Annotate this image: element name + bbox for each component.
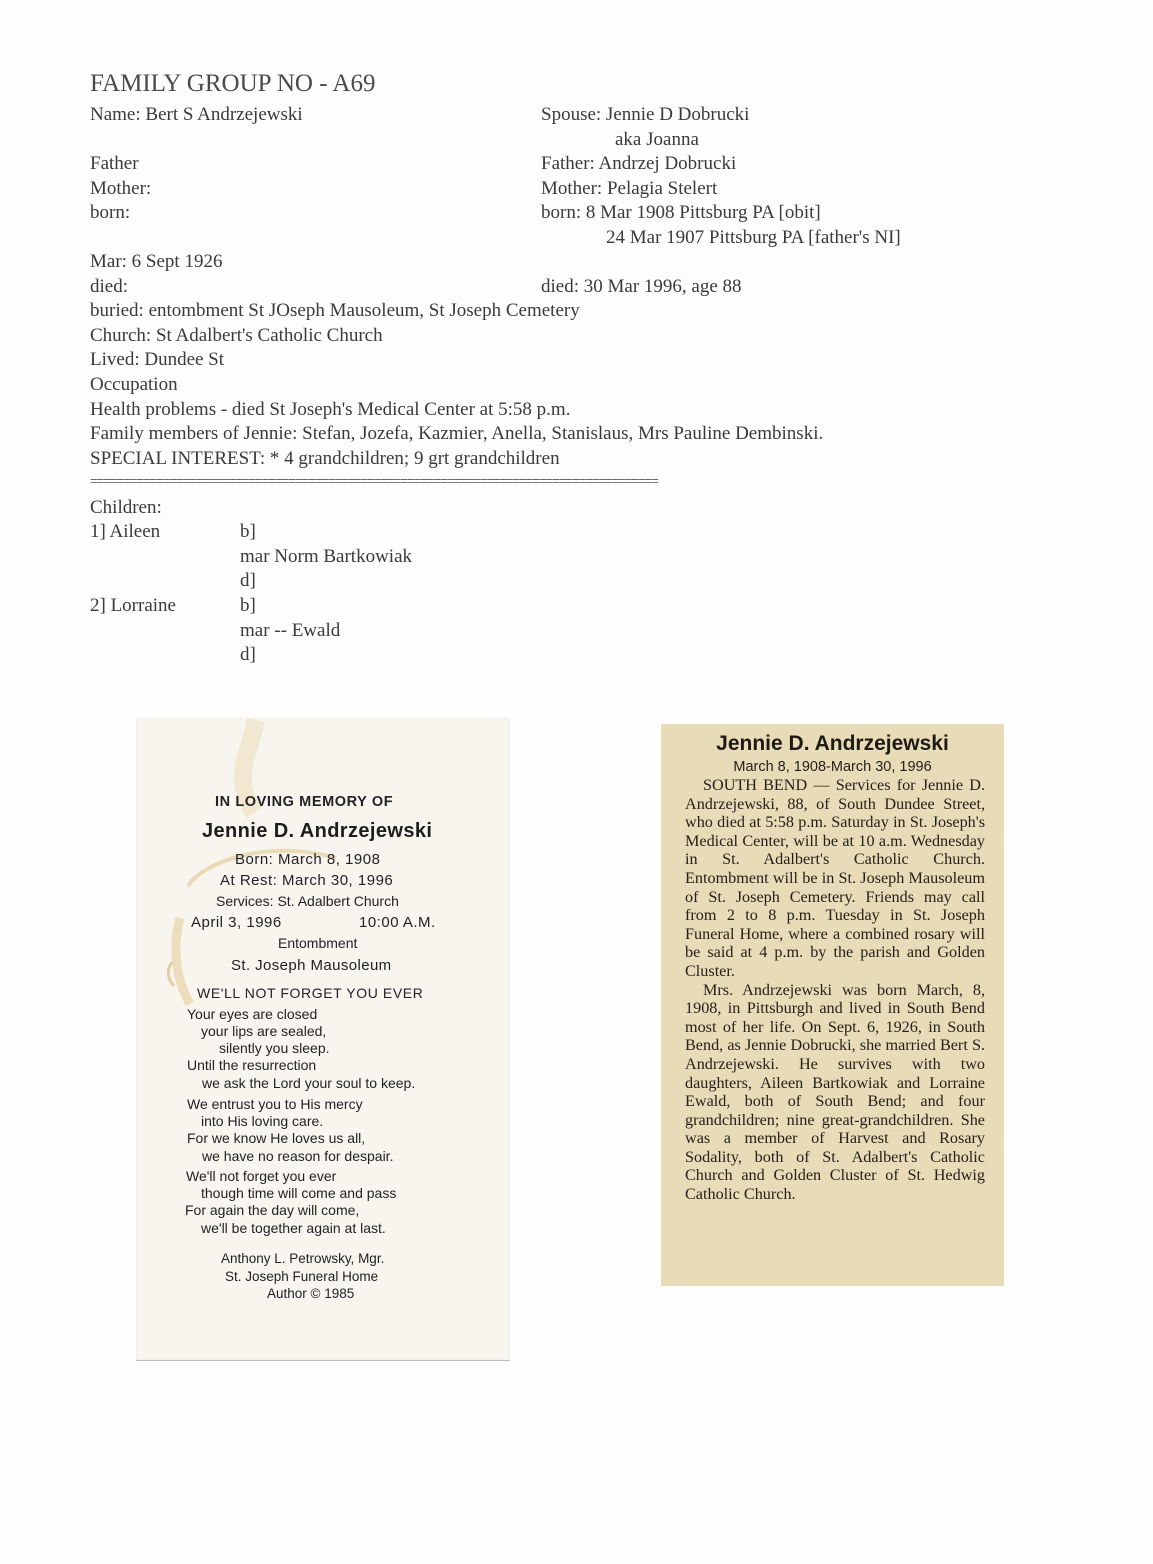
card-born: Born: March 8, 1908 (235, 851, 381, 868)
card-poem-title: WE'LL NOT FORGET YOU EVER (197, 985, 424, 1001)
page-title: FAMILY GROUP NO - A69 (90, 70, 376, 97)
obituary-paragraph: SOUTH BEND — Services for Jennie D. Andrzejewski, 88, of South Dundee Street, who died at 5:58 p.m. Saturday in St. Joseph's Medical Center, will be at 10 a.m. Wednesday in St. Adalbert's Catholic Church. Entombment will be in St. Joseph Mausoleum of St. Joseph Cemetery. Friends may call from 2 to 8 p.m. Tuesday in St. Joseph Funeral Home, where a combined rosary will be said at 4 p.m. by the parish and Golden Cluster. (685, 776, 985, 980)
child-name: 2] Lorraine (90, 595, 176, 616)
spouse-born-obit: born: 8 Mar 1908 Pittsburg PA [obit] (541, 202, 821, 223)
card-heading: IN LOVING MEMORY OF (215, 794, 394, 810)
poem-line: silently you sleep. (219, 1040, 330, 1056)
separator-line: ====================================================================================== (90, 474, 658, 489)
card-at-rest: At Rest: March 30, 1996 (220, 872, 394, 889)
husband-mother: Mother: (90, 178, 152, 199)
obituary-body (685, 776, 985, 1204)
obituary-dates: March 8, 1908-March 30, 1996 (733, 759, 932, 775)
husband-father: Father (90, 153, 139, 174)
poem-line: We'll not forget you ever (186, 1168, 337, 1184)
husband-name: Name: Bert S Andrzejewski (90, 104, 303, 125)
family-members-line: Family members of Jennie: Stefan, Jozefa, Kazmier, Anella, Stanislaus, Mrs Pauline Dembinski. (90, 423, 824, 444)
spouse-born-alt: 24 Mar 1907 Pittsburg PA [father's NI] (606, 227, 901, 248)
health-line: Health problems - died St Joseph's Medical Center at 5:58 p.m. (90, 399, 571, 420)
poem-line: Until the resurrection (187, 1057, 317, 1073)
obituary-paragraph: Mrs. Andrzejewski was born March, 8, 1908, in Pittsburgh and lived in South Bend most of her life. On Sept. 6, 1926, in South Bend, as Jennie Dobrucki, she married Bert S. Andrzejewski. He survives with two daughters, Aileen Bartkowiak and Lorraine Ewald, both of South Bend; and four grandchildren; nine great-grandchildren. She was a member of Harvest and Rosary Sodality, both of St. Adalbert's Catholic Church and Golden Cluster of St. Hedwig Catholic Church. (685, 980, 985, 1204)
special-interest-line: SPECIAL INTEREST: * 4 grandchildren; 9 grt grandchildren (90, 448, 560, 469)
child-name: 1] Aileen (90, 521, 161, 542)
child-married: mar Norm Bartkowiak (240, 546, 413, 567)
card-service-date: April 3, 1996 (191, 914, 282, 931)
child-born: b] (240, 521, 256, 542)
obituary-clipping (661, 724, 1004, 1286)
poem-line: Your eyes are closed (187, 1006, 318, 1022)
child-married: mar -- Ewald (240, 620, 341, 641)
card-author: Author © 1985 (267, 1286, 355, 1301)
buried-line: buried: entombment St JOseph Mausoleum, St Joseph Cemetery (90, 300, 580, 321)
poem-line: For again the day will come, (185, 1202, 360, 1218)
poem-line: we have no reason for despair. (202, 1148, 394, 1164)
children-heading: Children: (90, 497, 162, 518)
child-died: d] (240, 570, 256, 591)
occupation-line: Occupation (90, 374, 178, 395)
spouse-mother: Mother: Pelagia Stelert (541, 178, 718, 199)
poem-line: your lips are sealed, (201, 1023, 327, 1039)
spouse-father: Father: Andrzej Dobrucki (541, 153, 737, 174)
spouse-name: Spouse: Jennie D Dobrucki (541, 104, 750, 125)
card-entombment: Entombment (278, 935, 358, 951)
card-funeral-home: St. Joseph Funeral Home (225, 1269, 379, 1284)
husband-died: died: (90, 276, 128, 297)
husband-born: born: (90, 202, 131, 223)
memorial-card (136, 718, 510, 1360)
poem-line: We entrust you to His mercy (187, 1096, 363, 1112)
card-mausoleum: St. Joseph Mausoleum (231, 957, 392, 974)
obituary-name: Jennie D. Andrzejewski (716, 732, 949, 755)
spouse-aka: aka Joanna (615, 129, 699, 150)
church-line: Church: St Adalbert's Catholic Church (90, 325, 383, 346)
child-died: d] (240, 644, 256, 665)
poem-line: into His loving care. (201, 1113, 324, 1129)
lived-line: Lived: Dundee St (90, 349, 225, 370)
card-manager: Anthony L. Petrowsky, Mgr. (221, 1251, 385, 1266)
child-born: b] (240, 595, 256, 616)
marriage-date: Mar: 6 Sept 1926 (90, 251, 223, 272)
card-services: Services: St. Adalbert Church (216, 893, 399, 909)
spouse-died: died: 30 Mar 1996, age 88 (541, 276, 742, 297)
card-name: Jennie D. Andrzejewski (202, 820, 433, 842)
card-service-time: 10:00 A.M. (359, 914, 436, 931)
poem-line: we'll be together again at last. (201, 1220, 386, 1236)
poem-line: though time will come and pass (201, 1185, 397, 1201)
poem-line: we ask the Lord your soul to keep. (202, 1075, 416, 1091)
poem-line: For we know He loves us all, (187, 1130, 366, 1146)
